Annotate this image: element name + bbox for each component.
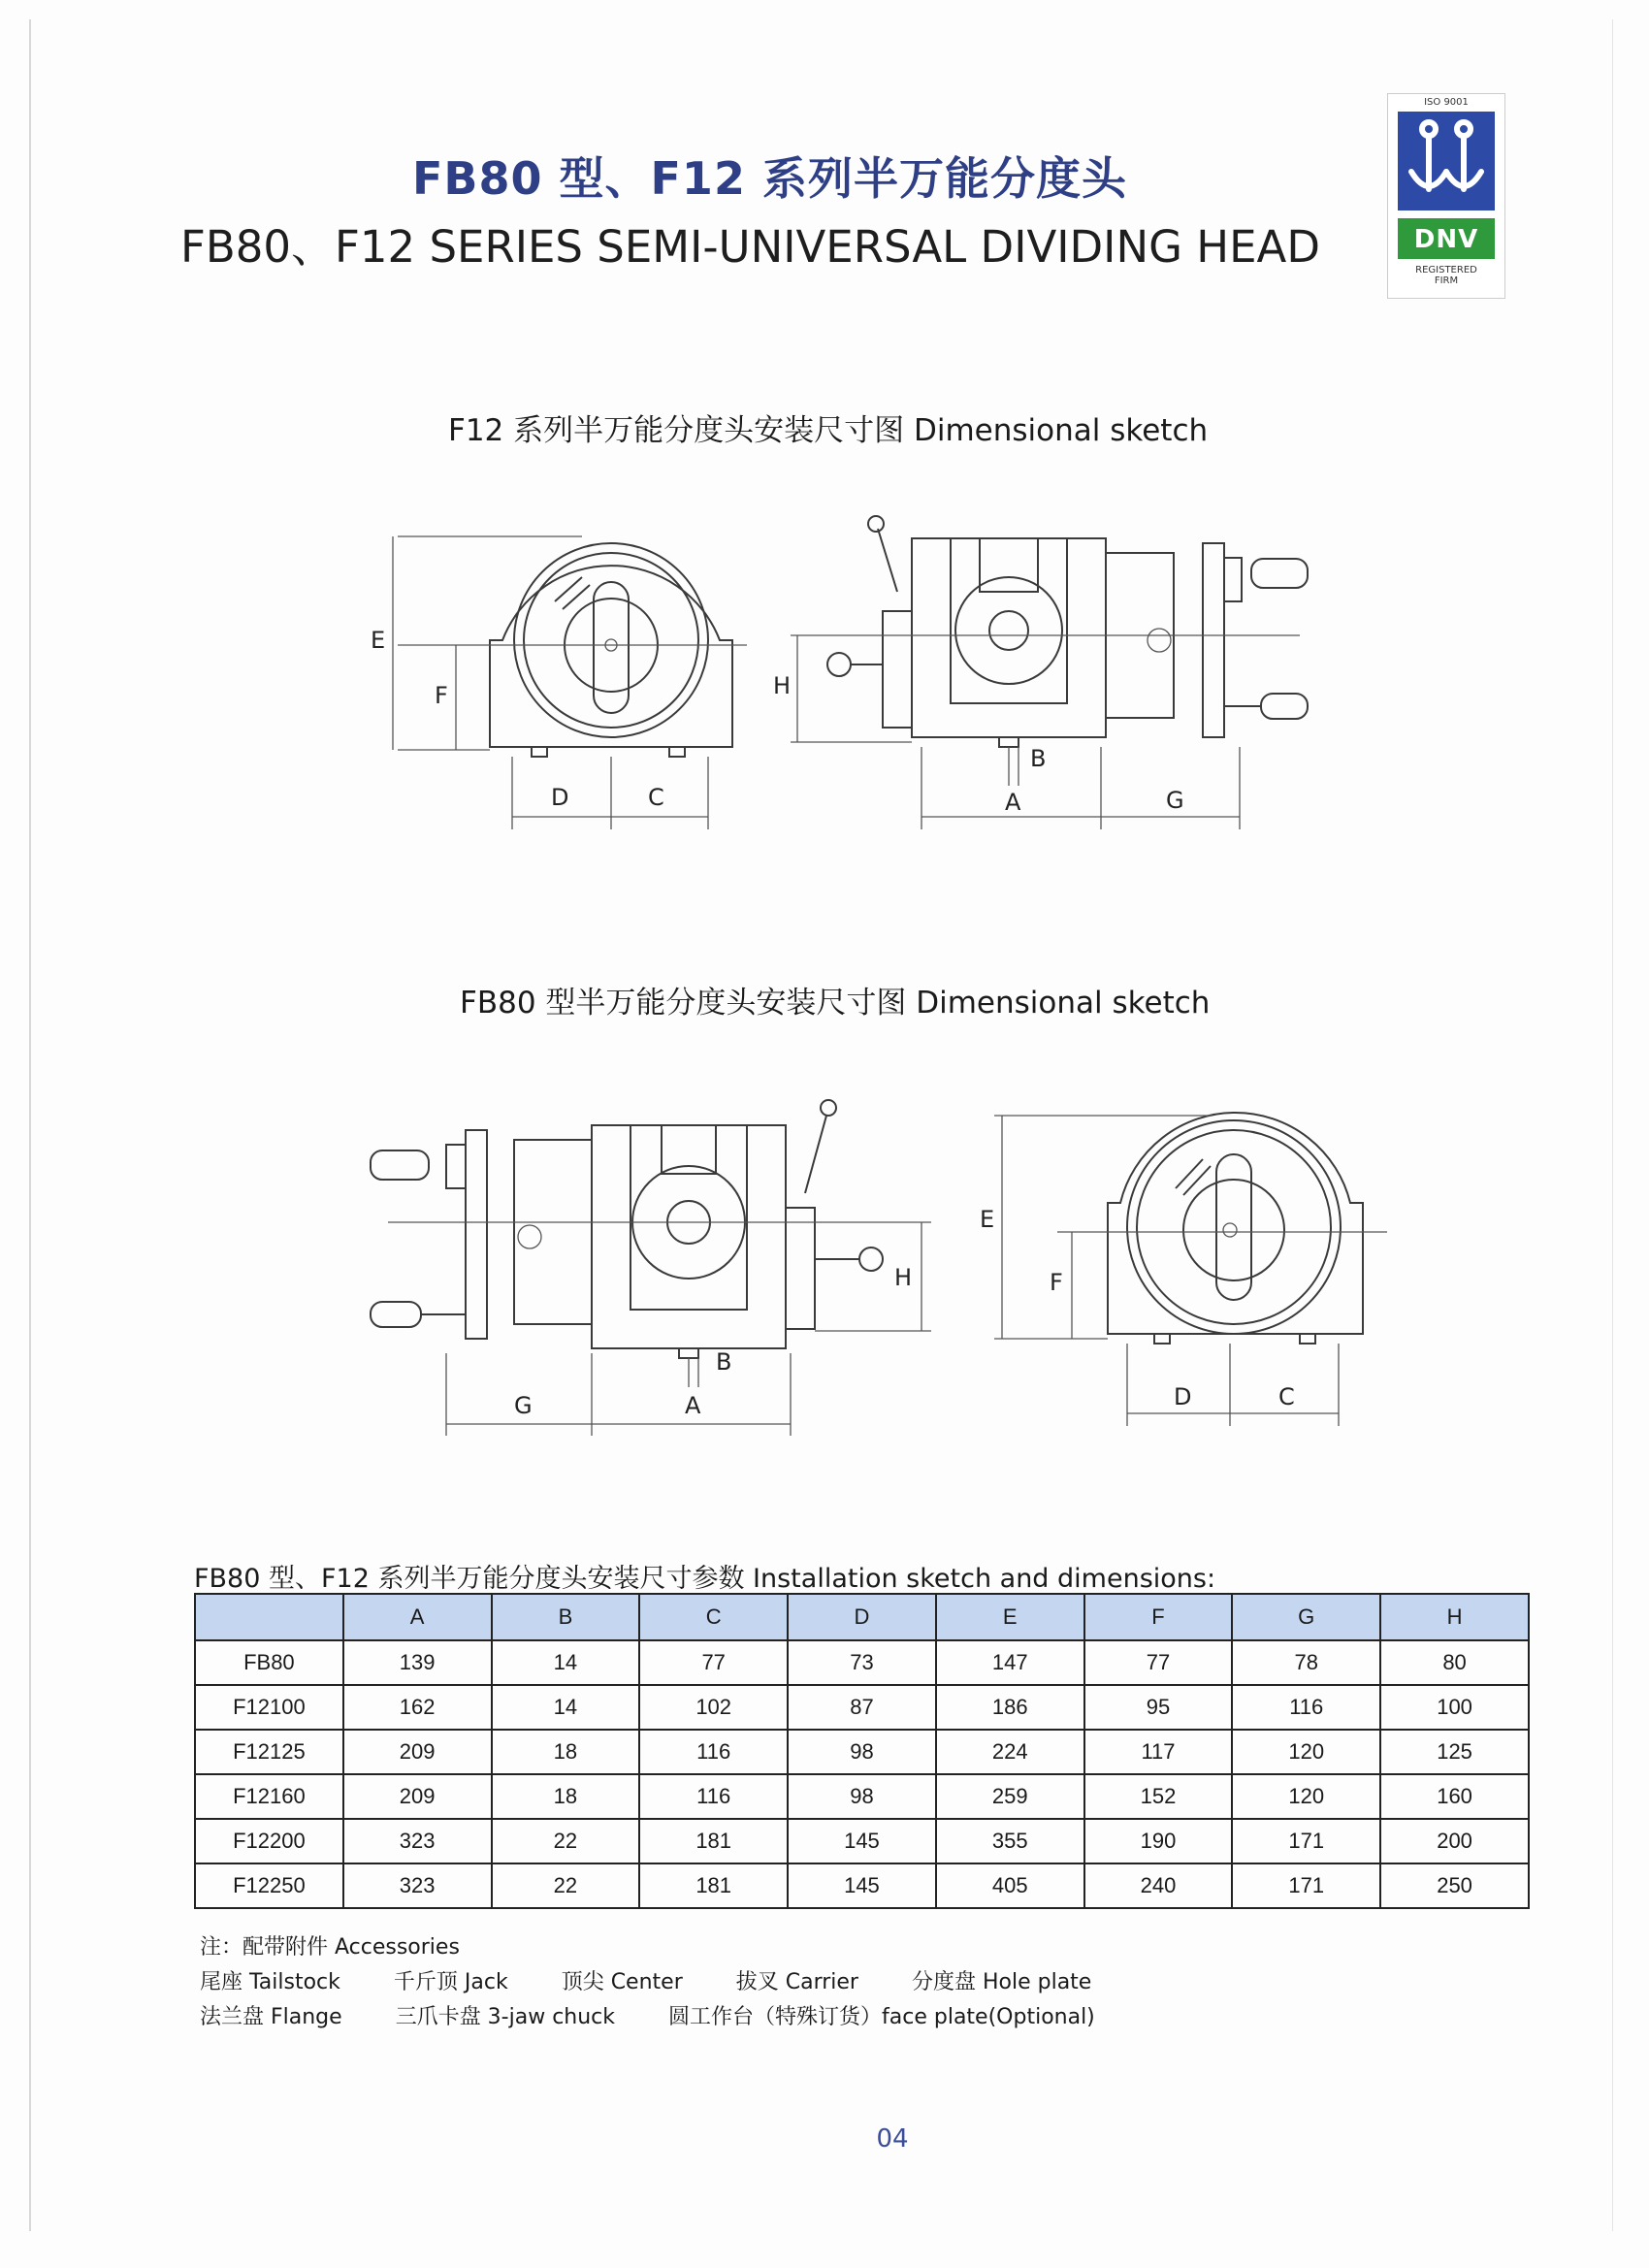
table-cell: 100 xyxy=(1380,1685,1529,1730)
accessories-line-2 xyxy=(200,2000,1142,2030)
table-cell: 125 xyxy=(1380,1730,1529,1774)
table-cell: 98 xyxy=(788,1774,936,1819)
table-row xyxy=(195,1774,1529,1819)
table-cell: 186 xyxy=(936,1685,1084,1730)
table-cell: F12200 xyxy=(195,1819,343,1863)
fb80-sketch-caption: FB80 型半万能分度头安装尺寸图 Dimensional sketch xyxy=(460,986,1211,1021)
table-cell: 171 xyxy=(1232,1819,1380,1863)
table-cell: 117 xyxy=(1084,1730,1233,1774)
table-row xyxy=(195,1685,1529,1730)
f12-side-label-a: A xyxy=(1005,789,1021,816)
accessory-item: 圆工作台（特殊订货）face plate(Optional) xyxy=(668,2005,1095,2029)
table-cell: 259 xyxy=(936,1774,1084,1819)
table-cell: 190 xyxy=(1084,1819,1233,1863)
column-header: H xyxy=(1380,1594,1529,1640)
column-header: C xyxy=(639,1594,788,1640)
fb80-side-view xyxy=(371,1100,931,1436)
dnv-logo-text: DNV xyxy=(1413,225,1479,254)
fb80-side-label-a: A xyxy=(685,1392,701,1419)
table-cell: 209 xyxy=(343,1730,492,1774)
table-cell: 18 xyxy=(492,1774,640,1819)
table-cell: 116 xyxy=(639,1730,788,1774)
fb80-front-label-f: F xyxy=(1050,1269,1063,1296)
accessory-item: 分度盘 Hole plate xyxy=(911,1970,1092,1994)
table-cell: 152 xyxy=(1084,1774,1233,1819)
table-cell: 162 xyxy=(343,1685,492,1730)
table-caption: FB80 型、F12 系列半万能分度头安装尺寸参数 Installation sketch and dimensions: xyxy=(194,1564,1216,1594)
accessories-note-title: 注：配带附件 Accessories xyxy=(200,1935,460,1960)
table-cell: F12125 xyxy=(195,1730,343,1774)
accessory-item: 拔叉 Carrier xyxy=(735,1970,858,1994)
column-header xyxy=(195,1594,343,1640)
column-header: D xyxy=(788,1594,936,1640)
table-cell: 120 xyxy=(1232,1774,1380,1819)
f12-side-label-g: G xyxy=(1166,787,1184,814)
table-cell: 22 xyxy=(492,1863,640,1908)
table-cell: 116 xyxy=(639,1774,788,1819)
page-number: 04 xyxy=(876,2124,909,2154)
table-cell: 145 xyxy=(788,1863,936,1908)
table-row xyxy=(195,1730,1529,1774)
table-cell: 405 xyxy=(936,1863,1084,1908)
fb80-front-label-c: C xyxy=(1278,1383,1295,1410)
dimensions-table xyxy=(194,1593,1530,1909)
table-cell: F12160 xyxy=(195,1774,343,1819)
table-cell: 240 xyxy=(1084,1863,1233,1908)
table-row xyxy=(195,1863,1529,1908)
accessory-item: 尾座 Tailstock xyxy=(200,1970,340,1994)
table-cell: 80 xyxy=(1380,1640,1529,1685)
table-cell: 77 xyxy=(639,1640,788,1685)
fb80-front-label-e: E xyxy=(980,1206,995,1233)
accessory-item: 顶尖 Center xyxy=(561,1970,683,1994)
column-header: F xyxy=(1084,1594,1233,1640)
table-cell: 181 xyxy=(639,1819,788,1863)
table-cell: 78 xyxy=(1232,1640,1380,1685)
table-cell: 171 xyxy=(1232,1863,1380,1908)
table-cell: 14 xyxy=(492,1640,640,1685)
iso-label: ISO 9001 xyxy=(1424,97,1469,108)
f12-sketch-caption: F12 系列半万能分度头安装尺寸图 Dimensional sketch xyxy=(448,413,1209,448)
table-cell: F12100 xyxy=(195,1685,343,1730)
table-cell: 73 xyxy=(788,1640,936,1685)
table-row xyxy=(195,1640,1529,1685)
table-cell: 224 xyxy=(936,1730,1084,1774)
fb80-side-label-h: H xyxy=(894,1264,913,1291)
table-cell: 139 xyxy=(343,1640,492,1685)
table-cell: 98 xyxy=(788,1730,936,1774)
table-cell: 116 xyxy=(1232,1685,1380,1730)
table-cell: 95 xyxy=(1084,1685,1233,1730)
table-cell: 323 xyxy=(343,1819,492,1863)
table-cell: 181 xyxy=(639,1863,788,1908)
table-cell: 87 xyxy=(788,1685,936,1730)
table-cell: 18 xyxy=(492,1730,640,1774)
f12-side-view xyxy=(773,516,1308,829)
page-title-en: FB80、F12 SERIES SEMI-UNIVERSAL DIVIDING HEAD xyxy=(180,221,1320,273)
page-title-cn: FB80 型、F12 系列半万能分度头 xyxy=(412,152,1127,205)
table-header-row xyxy=(195,1594,1529,1640)
accessory-item: 法兰盘 Flange xyxy=(200,2005,342,2029)
column-header: E xyxy=(936,1594,1084,1640)
f12-side-label-b: B xyxy=(1030,745,1047,772)
fb80-front-view xyxy=(980,1113,1387,1426)
column-header: G xyxy=(1232,1594,1380,1640)
table-cell: 323 xyxy=(343,1863,492,1908)
table-cell: 209 xyxy=(343,1774,492,1819)
column-header: B xyxy=(492,1594,640,1640)
table-cell: FB80 xyxy=(195,1640,343,1685)
table-cell: F12250 xyxy=(195,1863,343,1908)
fb80-side-label-b: B xyxy=(716,1348,732,1376)
table-cell: 200 xyxy=(1380,1819,1529,1863)
table-cell: 250 xyxy=(1380,1863,1529,1908)
table-cell: 145 xyxy=(788,1819,936,1863)
table-cell: 147 xyxy=(936,1640,1084,1685)
table-cell: 14 xyxy=(492,1685,640,1730)
accessories-line-1 xyxy=(200,1965,1138,1995)
fb80-front-label-d: D xyxy=(1174,1383,1192,1410)
accessory-item: 三爪卡盘 3-jaw chuck xyxy=(395,2005,616,2029)
table-cell: 22 xyxy=(492,1819,640,1863)
f12-side-label-h: H xyxy=(773,672,792,699)
f12-front-label-d: D xyxy=(551,784,569,811)
f12-front-label-e: E xyxy=(371,627,386,654)
table-cell: 120 xyxy=(1232,1730,1380,1774)
f12-front-view xyxy=(371,536,747,829)
table-cell: 160 xyxy=(1380,1774,1529,1819)
fb80-side-label-g: G xyxy=(514,1392,533,1419)
f12-front-label-c: C xyxy=(648,784,664,811)
table-cell: 102 xyxy=(639,1685,788,1730)
accessory-item: 千斤顶 Jack xyxy=(393,1970,508,1994)
f12-front-label-f: F xyxy=(435,682,448,709)
registered-firm-text: REGISTERED FIRM xyxy=(1415,265,1477,286)
column-header: A xyxy=(343,1594,492,1640)
table-row xyxy=(195,1819,1529,1863)
table-cell: 355 xyxy=(936,1819,1084,1863)
table-cell: 77 xyxy=(1084,1640,1233,1685)
